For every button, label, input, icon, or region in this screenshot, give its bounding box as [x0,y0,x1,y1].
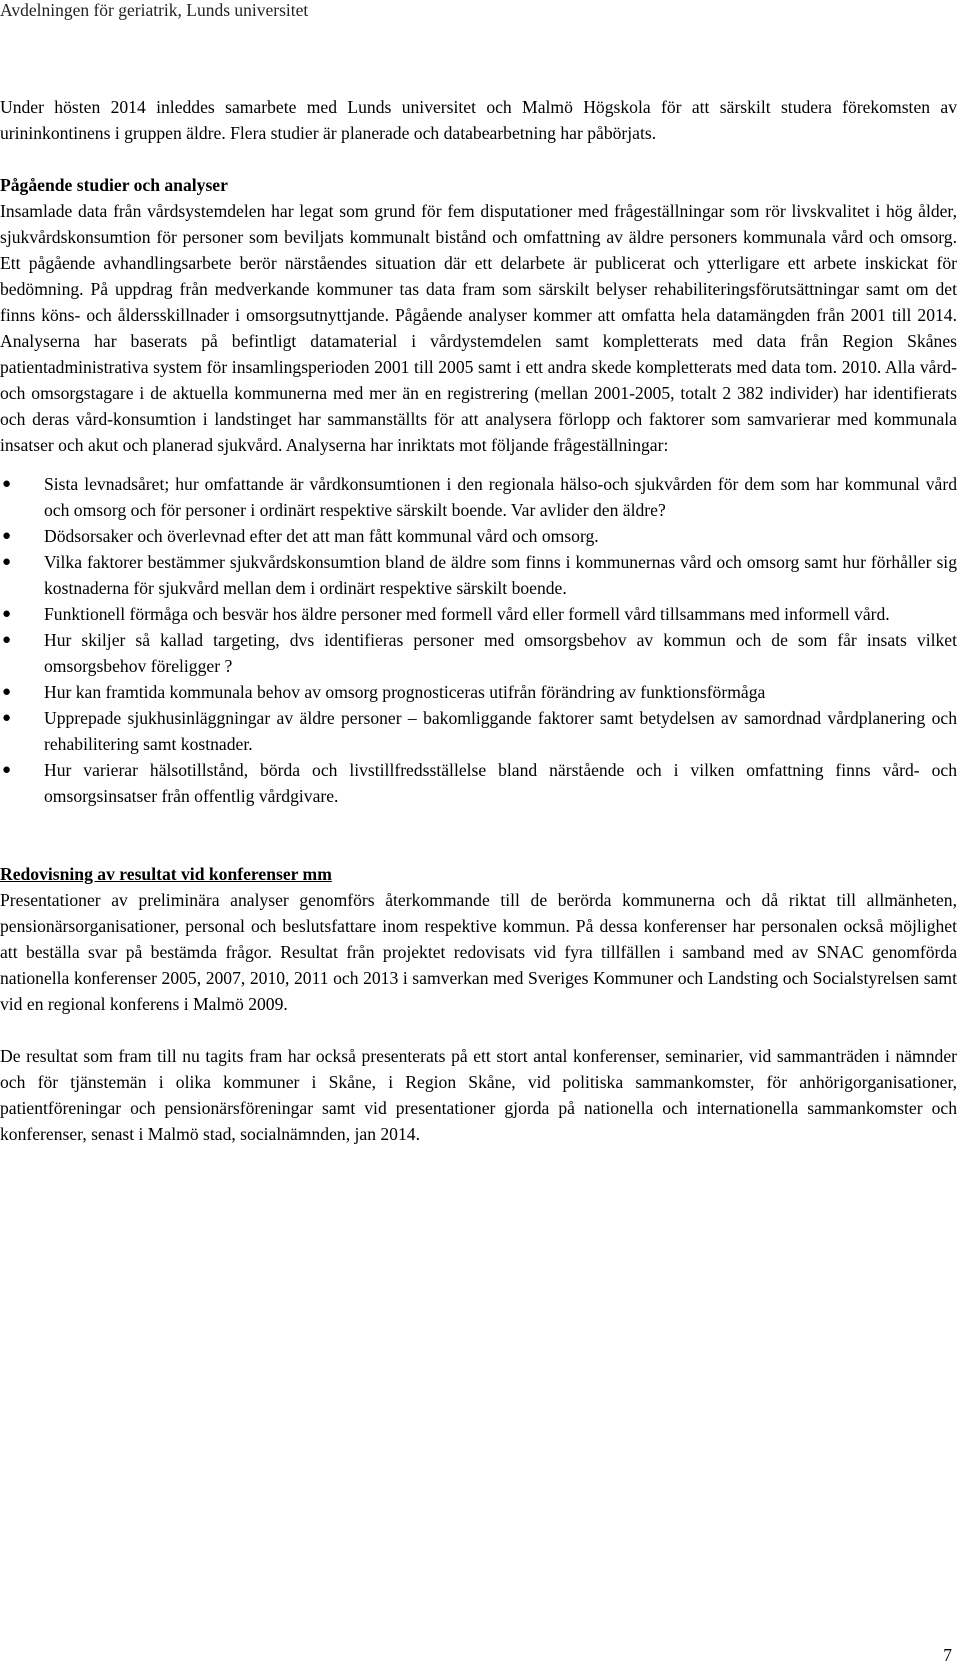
bullet-icon: ● [2,710,12,726]
bullet-icon: ● [2,554,12,570]
list-item-text: Hur kan framtida kommunala behov av omsorg prognosticeras utifrån förändring av funktionsförmåga [44,682,766,702]
list-item [0,705,957,757]
section-heading-conferences: Redovisning av resultat vid konferenser mm [0,864,332,884]
bullet-icon: ● [2,684,12,700]
list-item [0,679,957,705]
bullet-icon: ● [2,476,12,492]
list-item [0,471,957,523]
page-number: 7 [943,1645,952,1665]
section-heading-ongoing-studies: Pågående studier och analyser [0,175,228,195]
spacer [0,809,957,861]
spacer [0,146,957,172]
conferences-paragraph-1: Presentationer av preliminära analyser genomförs återkommande till de berörda kommunerna och då riktat till allmänheten, pensionärsorganisationer, personal och beslutsfattare inom respektive kommun. På dessa konferenser har personalen också möjlighet att beställa svar på bestämda frågor. Resultat från projektet redovisats vid fyra tillfällen i samband med av SNAC genomförda nationella konferenser 2005, 2007, 2010, 2011 och 2013 i samverkan med Sveriges Kommuner och Landsting och Socialstyrelsen samt vid en regional konferens i Malmö 2009. [0,890,957,1014]
running-header: Avdelningen för geriatrik, Lunds universitet [0,0,309,20]
conferences-paragraph-2: De resultat som fram till nu tagits fram har också presenterats på ett stort antal konferenser, seminarier, vid sammanträden i nämnder och för tjänstemän i olika kommuner i Skåne, i Region Skåne, vid politiska sammankomster, för anhörigorganisationer, patientföreningar och pensionärsföreningar samt vid presentationer gjorda på nationella och internationella sammankomster och konferenser, senast i Malmö stad, socialnämnden, jan 2014. [0,1046,957,1144]
list-item-text: Hur skiljer så kallad targeting, dvs identifieras personer med omsorgsbehov av kommun och de som får insats vilket omsorgsbehov föreligger ? [44,630,957,676]
list-item-text: Hur varierar hälsotillstånd, börda och livstillfredsställelse bland närstående och i vilken omfattning finns vård- och omsorgsinsatser från offentlig vårdgivare. [44,760,957,806]
list-item [0,523,957,549]
bullet-icon: ● [2,762,12,778]
list-item-text: Upprepade sjukhusinläggningar av äldre personer – bakomliggande faktorer samt betydelsen av samordnad vårdplanering och rehabilitering samt kostnader. [44,708,957,754]
intro-paragraph: Under hösten 2014 inleddes samarbete med Lunds universitet och Malmö Högskola för att särskilt studera förekomsten av urininkontinens i gruppen äldre. Flera studier är planerade och databearbetning har påbörjats. [0,97,957,143]
list-item-text: Sista levnadsåret; hur omfattande är vårdkonsumtionen i den regionala hälso-och sjukvården för dem som har kommunal vård och omsorg och för personer i ordinärt respektive särskilt boende. Var avlider den äldre? [44,474,957,520]
list-item-text: Vilka faktorer bestämmer sjukvårdskonsumtion bland de äldre som finns i kommunernas vård och omsorg samt hur förhåller sig kostnaderna för sjukvård mellan dem i ordinärt respektive särskilt boende. [44,552,957,598]
document-body [0,94,957,1147]
bullet-icon: ● [2,528,12,544]
list-item-text: Funktionell förmåga och besvär hos äldre personer med formell vård eller formell vård tillsammans med informell vård. [44,604,890,624]
list-item [0,757,957,809]
bullet-icon: ● [2,606,12,622]
bullet-icon: ● [2,632,12,648]
list-item [0,601,957,627]
research-questions-list [0,471,957,809]
spacer [0,1017,957,1043]
list-item [0,549,957,601]
list-item [0,627,957,679]
list-item-text: Dödsorsaker och överlevnad efter det att man fått kommunal vård och omsorg. [44,526,599,546]
ongoing-studies-paragraph: Insamlade data från vårdsystemdelen har legat som grund för fem disputationer med frågeställningar som rör livskvalitet i hög ålder, sjukvårdskonsumtion för personer som beviljats kommunalt bistånd och omfattning av äldre personers kommunala vård och omsorg. Ett pågående avhandlingsarbete berör närståendes situation där ett delarbete är publicerat och ytterligare ett arbete inskickat för bedömning. På uppdrag från medverkande kommuner tas data fram som särskilt belyser rehabiliteringsförutsättningar samt om det finns köns- och åldersskillnader i omsorgsutnyttjande. Pågående analyser kommer att omfatta hela datamängden från 2001 till 2014. Analyserna har baserats på befintligt datamaterial i vårdystemdelen samt kompletterats med data från Region Skånes patientadministrativa system för insamlingsperioden 2001 till 2005 samt i ett andra skede kompletterats med data tom. 2010. Alla vård- och omsorgstagare i de aktuella kommunerna med mer än en registrering (mellan 2001-2005, totalt 2 382 individer) har identifierats och deras vård-konsumtion i landstinget har sammanställts för att analysera förlopp och faktorer som samvarierar med kommunala insatser och akut och planerad sjukvård. Analyserna har inriktats mot följande frågeställningar: [0,201,957,455]
